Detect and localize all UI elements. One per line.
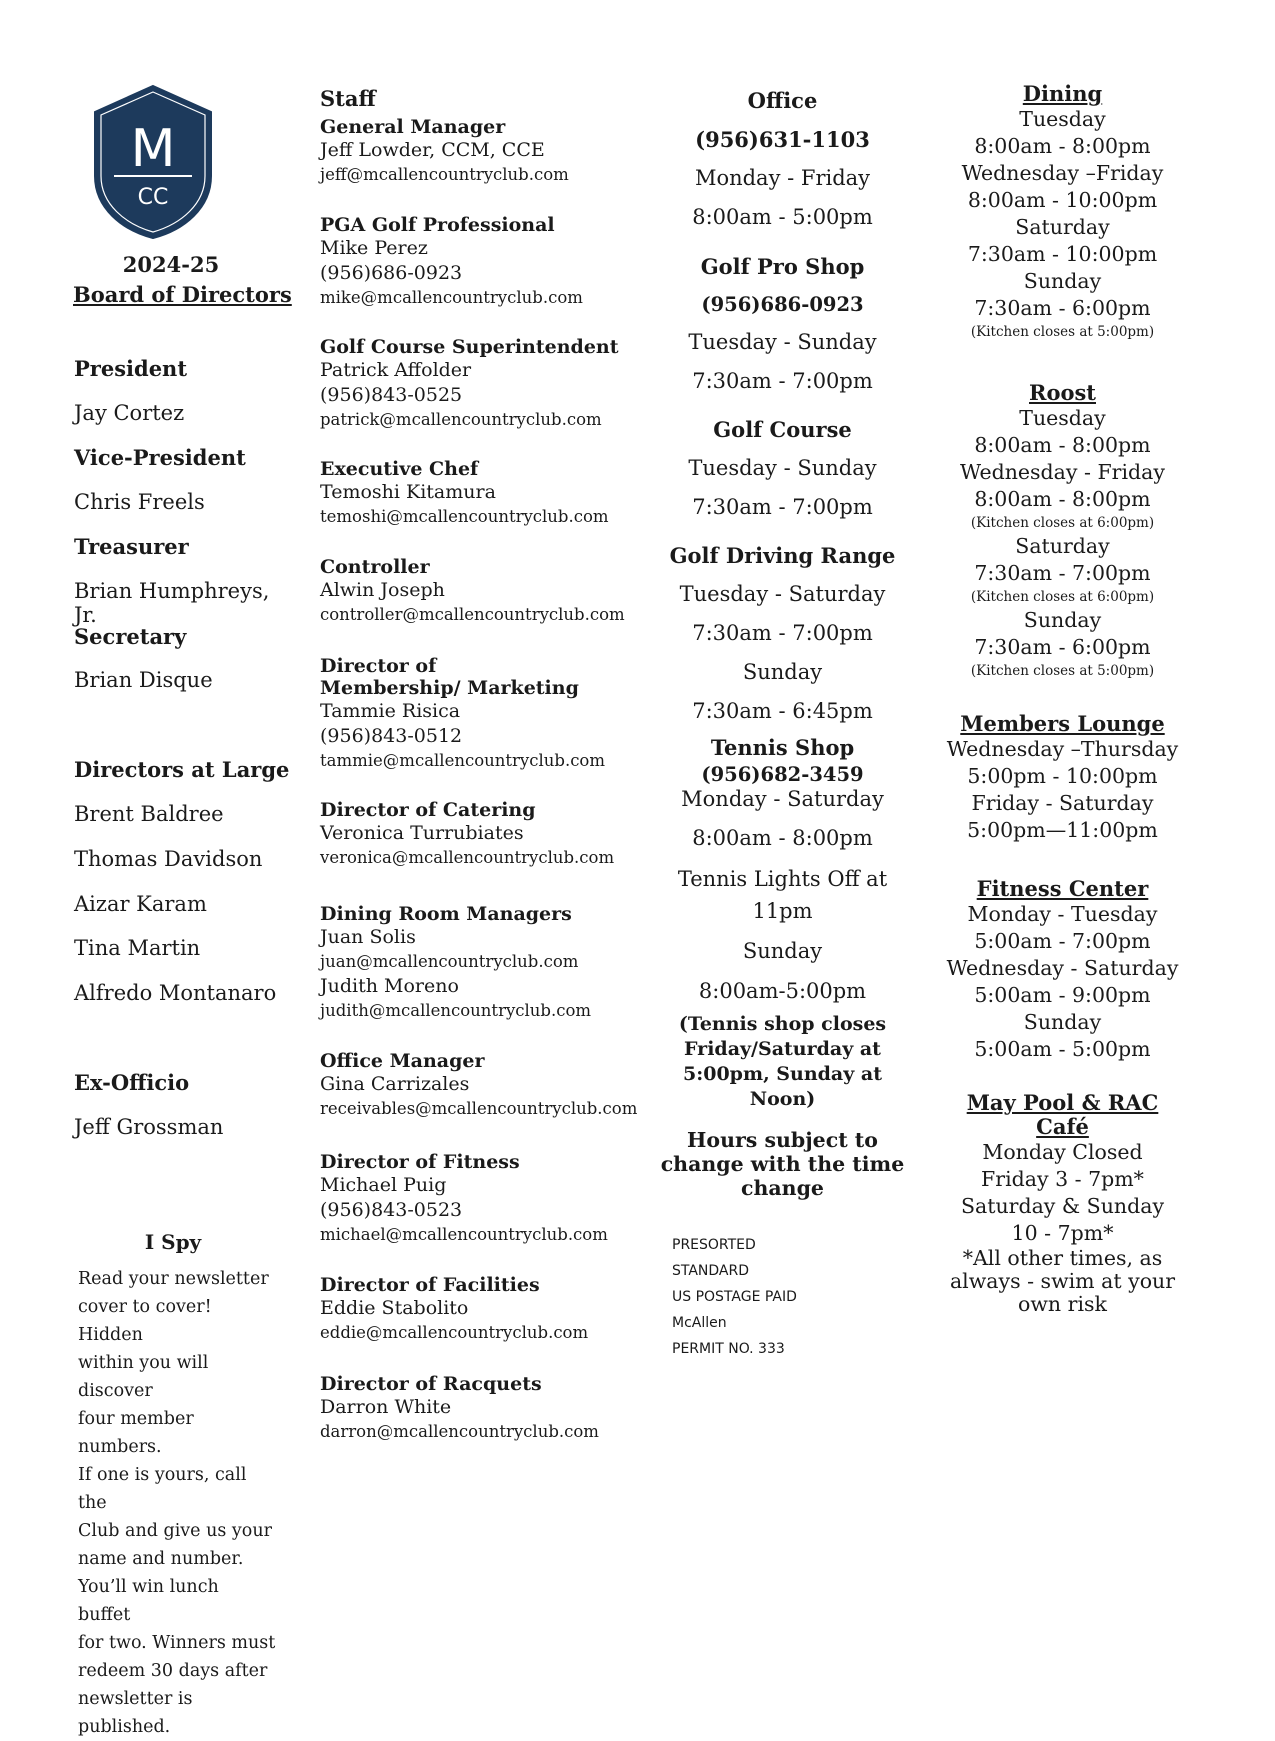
ispy-title: I Spy	[144, 1230, 202, 1254]
president-name: Jay Cortez	[74, 401, 185, 425]
staff-email-link[interactable]: patrick@mcallencountryclub.com	[320, 410, 602, 429]
president-label: President	[74, 356, 188, 381]
staff-name: Mike Perez	[320, 237, 428, 259]
board-title: Board of Directors	[73, 282, 292, 307]
dining-line: 7:30am - 10:00pm	[967, 242, 1158, 266]
staff-title: Office Manager	[320, 1050, 485, 1072]
director-name: Thomas Davidson	[74, 847, 263, 871]
dining-line: Tuesday	[1019, 107, 1106, 131]
ispy-line: for two. Winners must	[78, 1633, 276, 1653]
staff-phone: (956)686-0923	[320, 262, 463, 284]
director-name: Brent Baldree	[74, 802, 224, 826]
vp-name: Chris Freels	[74, 490, 205, 514]
staff-executive-chef	[320, 458, 640, 529]
staff-catering-director	[320, 799, 640, 870]
fitness-line: Sunday	[1023, 1010, 1102, 1034]
course-days: Tuesday - Sunday	[688, 456, 877, 480]
staff-name: Temoshi Kitamura	[320, 481, 496, 503]
postage-line: STANDARD	[672, 1263, 750, 1279]
pool-note-line: *All other times, as	[962, 1246, 1163, 1270]
roost-line: Saturday	[1015, 534, 1110, 558]
course-title: Golf Course	[713, 417, 852, 442]
staff-general-manager	[320, 116, 640, 187]
staff-title: General Manager	[320, 116, 506, 138]
roost-line: 7:30am - 7:00pm	[974, 561, 1151, 585]
ispy-line: You’ll win lunch buffet	[78, 1577, 219, 1625]
lounge-line: Wednesday –Thursday	[946, 737, 1179, 761]
ispy-text	[78, 1265, 276, 1741]
office-phone: (956)631-1103	[695, 127, 870, 152]
fitness-line: Wednesday - Saturday	[946, 956, 1179, 980]
range-title: Golf Driving Range	[669, 543, 896, 568]
pool-note-line: always - swim at your	[949, 1269, 1176, 1293]
staff-name: Darron White	[320, 1396, 452, 1418]
pool-cafe-hours	[940, 1091, 1185, 1316]
course-time: 7:30am - 7:00pm	[692, 495, 873, 519]
pool-line: 10 - 7pm*	[1011, 1221, 1114, 1245]
staff-name: Michael Puig	[320, 1174, 447, 1196]
secretary-name: Brian Disque	[74, 668, 213, 692]
staff-title: Director of Fitness	[320, 1151, 520, 1173]
ex-officio-label: Ex-Officio	[74, 1070, 190, 1095]
secretary-label: Secretary	[74, 624, 187, 649]
vp-label: Vice-President	[74, 445, 246, 470]
tennis-note-line: 5:00pm, Sunday at Noon)	[683, 1063, 882, 1110]
range-time: 7:30am - 7:00pm	[692, 621, 873, 645]
staff-heading: Staff	[320, 86, 376, 111]
proshop-phone: (956)686-0923	[701, 293, 864, 316]
proshop-time: 7:30am - 7:00pm	[692, 369, 873, 393]
roost-note: (Kitchen closes at 6:00pm)	[970, 515, 1155, 531]
director-name: Aizar Karam	[74, 892, 207, 916]
subject-note-line: change	[741, 1176, 824, 1200]
staff-name: Veronica Turrubiates	[320, 822, 524, 844]
roost-line: Tuesday	[1019, 406, 1106, 430]
roost-line: Wednesday - Friday	[960, 460, 1165, 484]
proshop-days: Tuesday - Sunday	[688, 330, 877, 354]
staff-title: Director of Racquets	[320, 1373, 542, 1395]
lounge-line: 5:00pm—11:00pm	[967, 818, 1158, 842]
ispy-line: within you will discover	[78, 1353, 209, 1401]
ispy-line: four member numbers.	[78, 1409, 194, 1457]
staff-racquets-director	[320, 1373, 640, 1444]
ispy-line: name and number.	[78, 1549, 244, 1569]
lounge-title: Members Lounge	[960, 711, 1165, 736]
board-year: 2024-25	[122, 252, 220, 277]
staff-email-link[interactable]: judith@mcallencountryclub.com	[320, 1001, 592, 1020]
treasurer-label: Treasurer	[74, 534, 189, 559]
fitness-line: 5:00am - 5:00pm	[974, 1037, 1151, 1061]
roost-line: 8:00am - 8:00pm	[974, 433, 1151, 457]
club-logo-icon	[92, 84, 214, 240]
staff-facilities-director	[320, 1274, 640, 1345]
tennis-title: Tennis Shop	[710, 735, 855, 760]
staff-name: Alwin Joseph	[320, 579, 445, 601]
office-days: Monday - Friday	[694, 166, 871, 190]
pool-line: Friday 3 - 7pm*	[981, 1167, 1144, 1191]
subject-note-line: change with the time	[660, 1152, 905, 1176]
staff-name: Juan Solis	[320, 926, 416, 948]
tennis-sunday-time: 8:00am-5:00pm	[698, 979, 867, 1003]
staff-email-link[interactable]: veronica@mcallencountryclub.com	[320, 848, 615, 867]
roost-hours	[940, 381, 1185, 681]
staff-email-link[interactable]: temoshi@mcallencountryclub.com	[320, 507, 609, 526]
postage-line: PERMIT NO. 333	[672, 1341, 785, 1357]
staff-dining-managers	[320, 903, 640, 1023]
dining-line: Saturday	[1015, 215, 1110, 239]
staff-email-link[interactable]: receivables@mcallencountryclub.com	[320, 1099, 638, 1118]
staff-pga-pro	[320, 214, 640, 310]
staff-phone: (956)843-0525	[320, 384, 463, 406]
staff-phone: (956)843-0512	[320, 725, 463, 747]
logo-monogram-bottom: CC	[137, 185, 169, 210]
tennis-note	[650, 1012, 915, 1112]
lounge-line: Friday - Saturday	[971, 791, 1154, 815]
office-time: 8:00am - 5:00pm	[692, 205, 873, 229]
tennis-days: Monday - Saturday	[681, 787, 884, 811]
tennis-note-line: (Tennis shop closes	[678, 1013, 887, 1035]
pool-line: Saturday & Sunday	[960, 1194, 1165, 1218]
ispy-line: redeem 30 days after	[78, 1661, 268, 1681]
ispy-line: Club and give us your	[78, 1521, 272, 1541]
range-days: Tuesday - Saturday	[679, 582, 886, 606]
ispy-line: Read your newsletter	[78, 1269, 269, 1289]
pool-title: Café	[1036, 1114, 1089, 1139]
pool-title: May Pool & RAC	[966, 1090, 1159, 1115]
pool-note-line: own risk	[1018, 1292, 1107, 1316]
postage-line: McAllen	[672, 1315, 727, 1331]
staff-email-link[interactable]: darron@mcallencountryclub.com	[320, 1422, 599, 1441]
dining-line: 7:30am - 6:00pm	[974, 296, 1151, 320]
roost-note: (Kitchen closes at 5:00pm)	[970, 663, 1155, 679]
director-name: Alfredo Montanaro	[74, 981, 277, 1005]
office-title: Office	[747, 88, 818, 113]
staff-controller	[320, 556, 640, 627]
dining-note: (Kitchen closes at 5:00pm)	[970, 324, 1155, 340]
ispy-line: cover to cover! Hidden	[78, 1297, 212, 1345]
staff-superintendent	[320, 336, 640, 432]
dining-line: Wednesday –Friday	[961, 161, 1164, 185]
staff-title: Golf Course Superintendent	[320, 336, 619, 358]
pool-line: Monday Closed	[982, 1140, 1143, 1164]
treasurer-name: Brian Humphreys, Jr.	[74, 579, 270, 627]
dining-line: Sunday	[1023, 269, 1102, 293]
fitness-line: 5:00am - 9:00pm	[974, 983, 1151, 1007]
staff-title: Executive Chef	[320, 458, 479, 480]
staff-name: Jeff Lowder, CCM, CCE	[320, 139, 545, 161]
dining-hours	[940, 82, 1185, 342]
roost-line: 7:30am - 6:00pm	[974, 635, 1151, 659]
fitness-line: Monday - Tuesday	[967, 902, 1158, 926]
staff-name: Tammie Risica	[320, 700, 461, 722]
tennis-time: 8:00am - 8:00pm	[692, 826, 873, 850]
range-sunday-time: 7:30am - 6:45pm	[692, 699, 873, 723]
staff-name: Judith Moreno	[320, 975, 459, 997]
logo-monogram-top: M	[130, 119, 176, 179]
tennis-note-line: Friday/Saturday at	[684, 1038, 881, 1060]
postage-line: US POSTAGE PAID	[672, 1289, 797, 1305]
tennis-lights-2: 11pm	[752, 899, 813, 923]
fitness-title: Fitness Center	[976, 876, 1149, 901]
roost-note: (Kitchen closes at 6:00pm)	[970, 589, 1155, 605]
members-lounge-hours	[940, 712, 1185, 844]
hours-subject-note	[650, 1128, 915, 1200]
roost-title: Roost	[1029, 380, 1096, 405]
staff-title: PGA Golf Professional	[320, 214, 555, 236]
staff-email-link[interactable]: juan@mcallencountryclub.com	[320, 952, 579, 971]
ispy-line: If one is yours, call the	[78, 1465, 247, 1513]
postage-line: PRESORTED	[672, 1237, 756, 1253]
range-sunday: Sunday	[742, 660, 823, 684]
roost-line: 8:00am - 8:00pm	[974, 487, 1151, 511]
staff-title: Controller	[320, 556, 430, 578]
staff-phone: (956)843-0523	[320, 1199, 463, 1221]
staff-email-link[interactable]: mike@mcallencountryclub.com	[320, 288, 583, 307]
proshop-title: Golf Pro Shop	[700, 254, 865, 279]
staff-title: Director of Facilities	[320, 1274, 540, 1296]
staff-fitness-director	[320, 1151, 640, 1247]
staff-email-link[interactable]: jeff@mcallencountryclub.com	[320, 165, 569, 184]
staff-name: Eddie Stabolito	[320, 1297, 469, 1319]
postage-indicia	[672, 1232, 797, 1362]
staff-email-link[interactable]: eddie@mcallencountryclub.com	[320, 1323, 589, 1342]
dining-line: 8:00am - 10:00pm	[967, 188, 1158, 212]
tennis-lights-1: Tennis Lights Off at	[677, 867, 888, 891]
director-name: Tina Martin	[74, 936, 201, 960]
staff-name: Gina Carrizales	[320, 1073, 470, 1095]
staff-title: Director of Catering	[320, 799, 536, 821]
directors-at-large-label: Directors at Large	[74, 757, 290, 782]
ex-officio-name: Jeff Grossman	[74, 1115, 224, 1139]
dining-line: 8:00am - 8:00pm	[974, 134, 1151, 158]
staff-office-manager	[320, 1050, 640, 1121]
ispy-line: newsletter is published.	[78, 1689, 193, 1737]
fitness-line: 5:00am - 7:00pm	[974, 929, 1151, 953]
staff-membership-director	[320, 655, 606, 773]
dining-title: Dining	[1022, 81, 1103, 106]
tennis-sunday: Sunday	[742, 939, 823, 963]
tennis-phone: (956)682-3459	[701, 763, 864, 786]
subject-note-line: Hours subject to	[687, 1128, 878, 1152]
staff-name: Patrick Affolder	[320, 359, 472, 381]
roost-line: Sunday	[1023, 608, 1102, 632]
staff-email-link[interactable]: michael@mcallencountryclub.com	[320, 1225, 608, 1244]
staff-title: Dining Room Managers	[320, 903, 572, 925]
staff-email-link[interactable]: tammie@mcallencountryclub.com	[320, 751, 606, 770]
staff-email-link[interactable]: controller@mcallencountryclub.com	[320, 605, 625, 624]
lounge-line: 5:00pm - 10:00pm	[967, 764, 1158, 788]
fitness-center-hours	[940, 877, 1185, 1063]
staff-title: Director of Membership/ Marketing	[320, 655, 579, 699]
